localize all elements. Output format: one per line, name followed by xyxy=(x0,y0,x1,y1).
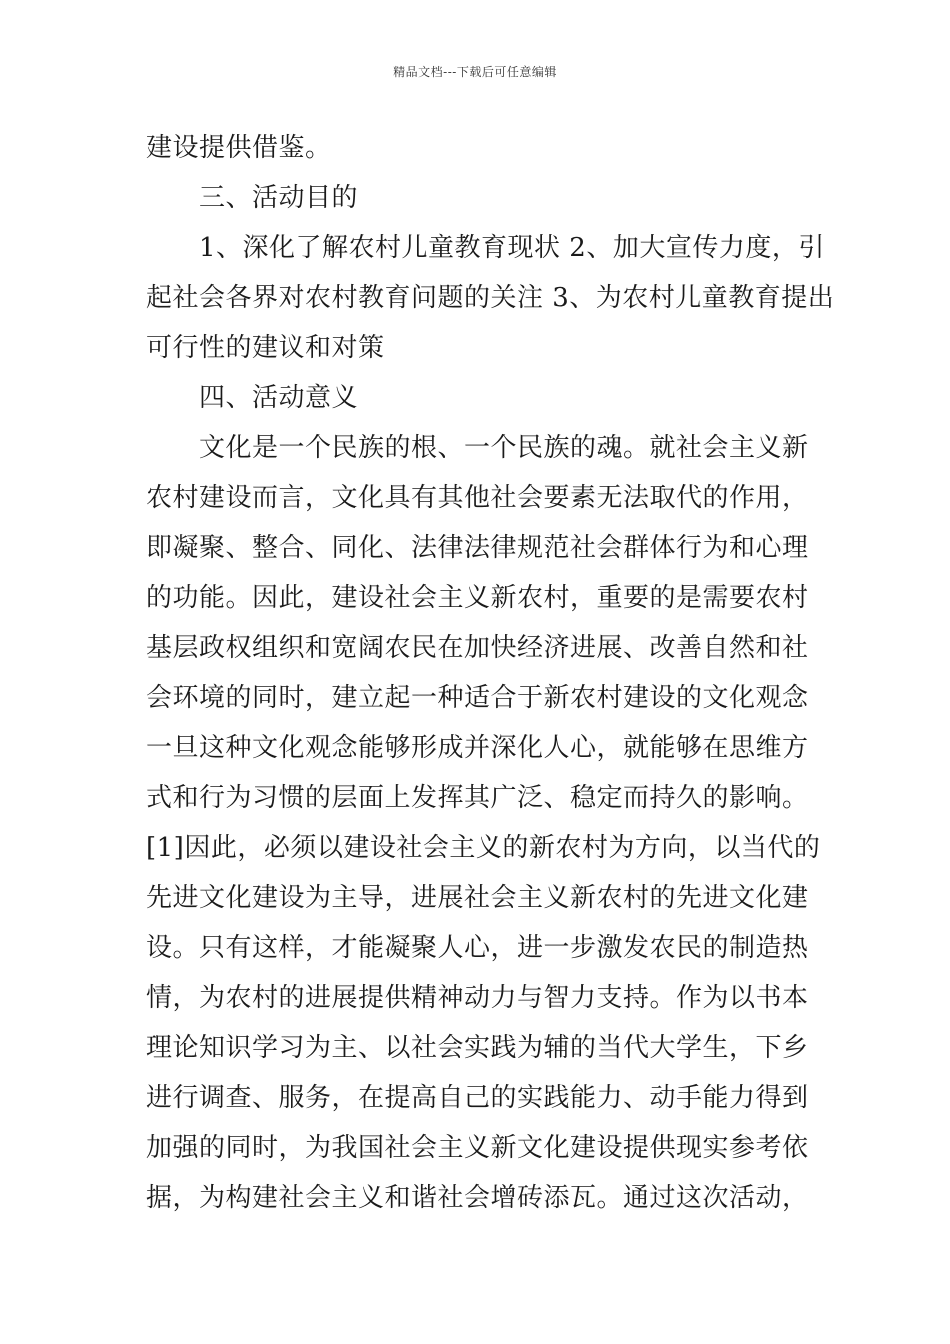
section-heading: 四、活动意义 xyxy=(146,383,359,413)
text-line: 加强的同时，为我国社会主义新文化建设提供现实参考依 xyxy=(146,1133,809,1163)
text-line: 起社会各界对农村教育问题的关注 3、为农村儿童教育提出 xyxy=(146,283,835,313)
text-line: 理论知识学习为主、以社会实践为辅的当代大学生，下乡 xyxy=(146,1033,809,1063)
text-line: 进行调查、服务，在提高自己的实践能力、动手能力得到 xyxy=(146,1083,809,1113)
text-line: [1]因此，必须以建设社会主义的新农村为方向，以当代的 xyxy=(146,833,821,863)
text-line: 即凝聚、整合、同化、法律法律规范社会群体行为和心理 xyxy=(146,533,809,563)
text-line: 式和行为习惯的层面上发挥其广泛、稳定而持久的影响。 xyxy=(146,783,809,813)
section-heading: 三、活动目的 xyxy=(146,183,359,213)
text-line: 文化是一个民族的根、一个民族的魂。就社会主义新 xyxy=(146,433,809,463)
text-line: 一旦这种文化观念能够形成并深化人心，就能够在思维方 xyxy=(146,733,809,763)
text-line: 设。只有这样，才能凝聚人心，进一步激发农民的制造热 xyxy=(146,933,809,963)
page-header: 精品文档---下载后可任意编辑 xyxy=(393,65,557,79)
text-line: 的功能。因此，建设社会主义新农村，重要的是需要农村 xyxy=(146,583,809,613)
text-line: 情，为农村的进展提供精神动力与智力支持。作为以书本 xyxy=(146,983,809,1013)
text-line: 会环境的同时，建立起一种适合于新农村建设的文化观念 xyxy=(146,683,809,713)
text-line: 先进文化建设为主导，进展社会主义新农村的先进文化建 xyxy=(146,883,809,913)
text-line: 基层政权组织和宽阔农民在加快经济进展、改善自然和社 xyxy=(146,633,809,663)
text-line: 据，为构建社会主义和谐社会增砖添瓦。通过这次活动， xyxy=(146,1183,809,1213)
text-line: 建设提供借鉴。 xyxy=(146,133,332,163)
text-line: 1、深化了解农村儿童教育现状 2、加大宣传力度，引 xyxy=(146,233,825,263)
text-line: 可行性的建议和对策 xyxy=(146,333,385,363)
text-line: 农村建设而言，文化具有其他社会要素无法取代的作用， xyxy=(146,483,809,513)
